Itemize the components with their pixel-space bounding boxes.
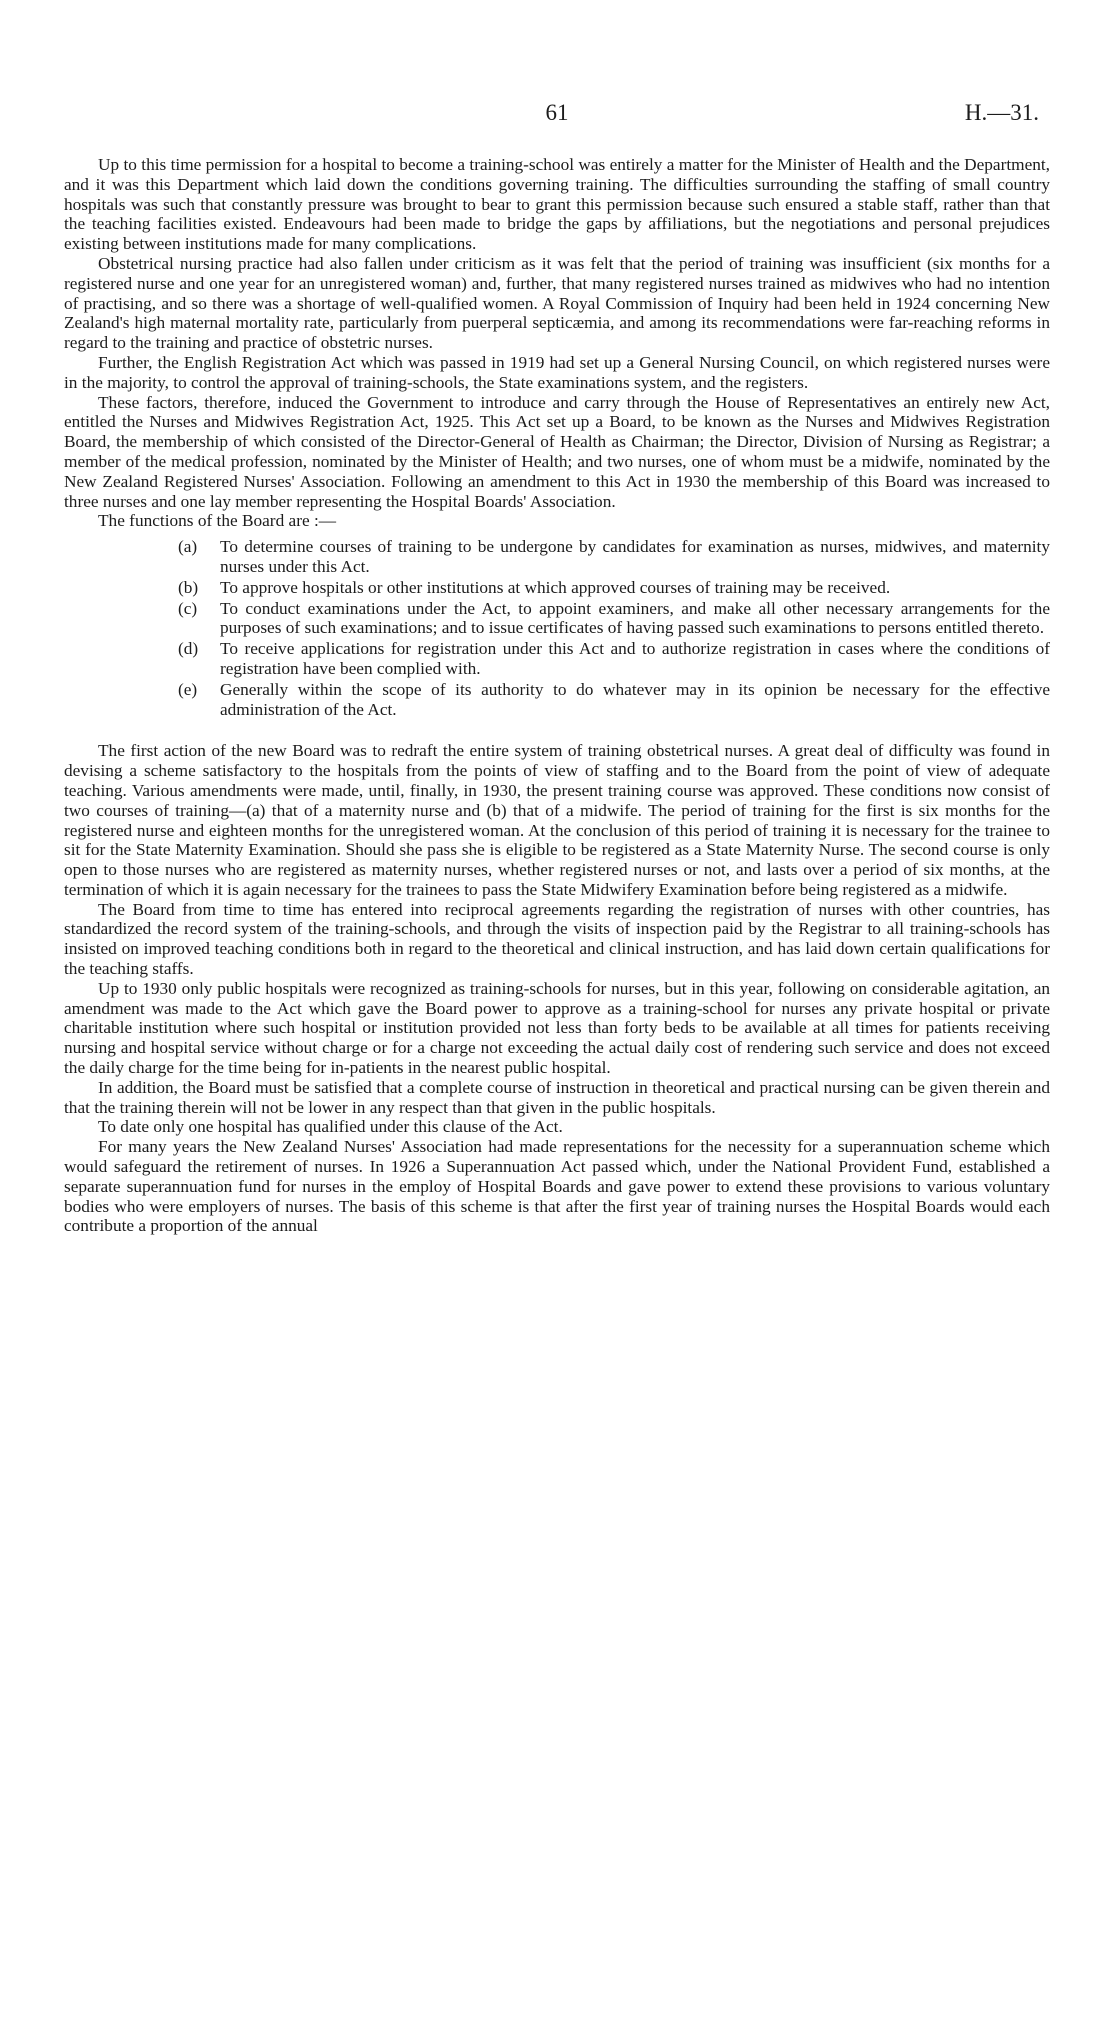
board-functions-list — [64, 537, 1050, 719]
paragraph: These factors, therefore, induced the Government to introduce and carry through the House of Representatives an entirely new Act, entitled the Nurses and Midwives Registration Act, 1925. This Act set up a Board, to be known as the Nurses and Midwives Registration Board, the membership of which consisted of the Director-General of Health as Chairman; the Director, Division of Nursing as Registrar; a member of the medical profession, nominated by the Minister of Health; and two nurses, one of whom must be a midwife, nominated by the New Zealand Registered Nurses' Association. Following an amendment to this Act in 1930 the membership of this Board was increased to three nurses and one lay member representing the Hospital Boards' Association. — [64, 392, 1050, 511]
list-marker: (d) — [178, 639, 199, 659]
body-text — [64, 155, 1050, 1236]
list-item — [64, 639, 1050, 679]
list-item-text: To determine courses of training to be undergone by candidates for examination as nurses, midwives, and maternity nurses under this Act. — [220, 537, 1050, 576]
paragraph: Obstetrical nursing practice had also fallen under criticism as it was felt that the period of training was insufficient (six months for a registered nurse and one year for an unregistered woman) and, further, that many registered nurses trained as midwives who had no intention of practising, and so there was a shortage of well-qualified women. A Royal Commission of Inquiry had been held in 1924 concerning New Zealand's high maternal mortality rate, particularly from puerperal septicæmia, and among its recommendations were far-reaching reforms in regard to the training and practice of obstetric nurses. — [64, 253, 1050, 353]
list-marker: (a) — [178, 537, 198, 557]
page-header — [0, 100, 1114, 130]
list-item-text: To conduct examinations under the Act, to appoint examiners, and make all other necessary arrangements for the purposes of such examinations; and to issue certificates of having passed such examinations to persons entitled thereto. — [220, 598, 1050, 638]
list-item — [64, 578, 1050, 598]
document-reference: H.—31. — [964, 100, 1039, 125]
paragraph: For many years the New Zealand Nurses' Association had made representations for the necessity for a superannuation scheme which would safeguard the retirement of nurses. In 1926 a Superannuation Act passed which, under the National Provident Fund, established a separate superannuation fund for nurses in the employ of Hospital Boards and gave power to extend these provisions to various voluntary bodies who were employers of nurses. The basis of this scheme is that after the first year of training nurses the Hospital Boards would each contribute a proportion of the annual — [64, 1137, 1050, 1236]
list-marker: (e) — [178, 679, 198, 699]
list-item-text: To receive applications for registration under this Act and to authorize registration in cases where the conditions of registration have been complied with. — [220, 639, 1050, 678]
paragraph: In addition, the Board must be satisfied that a complete course of instruction in theoretical and practical nursing can be given therein and that the training therein will not be lower in any respect than that given in the public hospitals. — [64, 1077, 1050, 1117]
list-item — [64, 680, 1050, 720]
list-item — [64, 537, 1050, 577]
paragraph: Up to this time permission for a hospital to become a training-school was entirely a matter for the Minister of Health and the Department, and it was this Department which laid down the conditions governing training. The difficulties surrounding the staffing of small country hospitals was such that constantly pressure was brought to bear to grant this permission because such ensured a stable staff, rather than that the teaching facilities existed. Endeavours had been made to bridge the gaps by affiliations, but the negotiations and personal prejudices existing between institutions made for many complications. — [64, 155, 1050, 254]
paragraph: The first action of the new Board was to redraft the entire system of training obstetrical nurses. A great deal of difficulty was found in devising a scheme satisfactory to the hospitals from the points of view of staffing and to the Board from the point of view of adequate teaching. Various amendments were made, until, finally, in 1930, the present training course was approved. These conditions now consist of two courses of training—(a) that of a maternity nurse and (b) that of a midwife. The period of training for the first is six months for the registered nurse and eighteen months for the unregistered woman. At the conclusion of this period of training it is necessary for the trainee to sit for the State Maternity Examination. Should she pass she is eligible to be registered as a State Maternity Nurse. The second course is only open to those nurses who are registered as maternity nurses, whether registered nurses or not, and lasts over a period of six months, at the termination of which it is again necessary for the trainees to pass the State Midwifery Examination before being registered as a midwife. — [64, 741, 1050, 899]
list-intro: The functions of the Board are :— — [98, 511, 337, 531]
paragraph: The Board from time to time has entered into reciprocal agreements regarding the registration of nurses with other countries, has standardized the record system of the training-schools, and through the visits of inspection paid by the Registrar to all training-schools has insisted on improved teaching conditions both in regard to the theoretical and clinical instruction, and has laid down certain qualifications for the teaching staffs. — [64, 899, 1050, 979]
paragraph: Up to 1930 only public hospitals were recognized as training-schools for nurses, but in this year, following on considerable agitation, an amendment was made to the Act which gave the Board power to approve as a training-school for nurses any private hospital or private charitable institution where such hospital or institution provided not less than forty beds to be available at all times for patients receiving nursing and hospital service without charge or for a charge not exceeding the actual daily cost of rendering such service and does not exceed the daily charge for the time being for in-patients in the nearest public hospital. — [64, 978, 1050, 1078]
page-number: 61 — [545, 100, 569, 125]
paragraph: To date only one hospital has qualified under this clause of the Act. — [98, 1117, 563, 1137]
paragraph: Further, the English Registration Act which was passed in 1919 had set up a General Nursing Council, on which registered nurses were in the majority, to control the approval of training-schools, the State examinations system, and the registers. — [64, 352, 1050, 392]
list-item — [64, 599, 1050, 639]
list-marker: (c) — [178, 598, 198, 618]
list-item-text: Generally within the scope of its authority to do whatever may in its opinion be necessary for the effective administration of the Act. — [220, 679, 1050, 719]
list-marker: (b) — [178, 577, 199, 597]
list-item-text: To approve hospitals or other institutions at which approved courses of training may be received. — [220, 577, 891, 597]
